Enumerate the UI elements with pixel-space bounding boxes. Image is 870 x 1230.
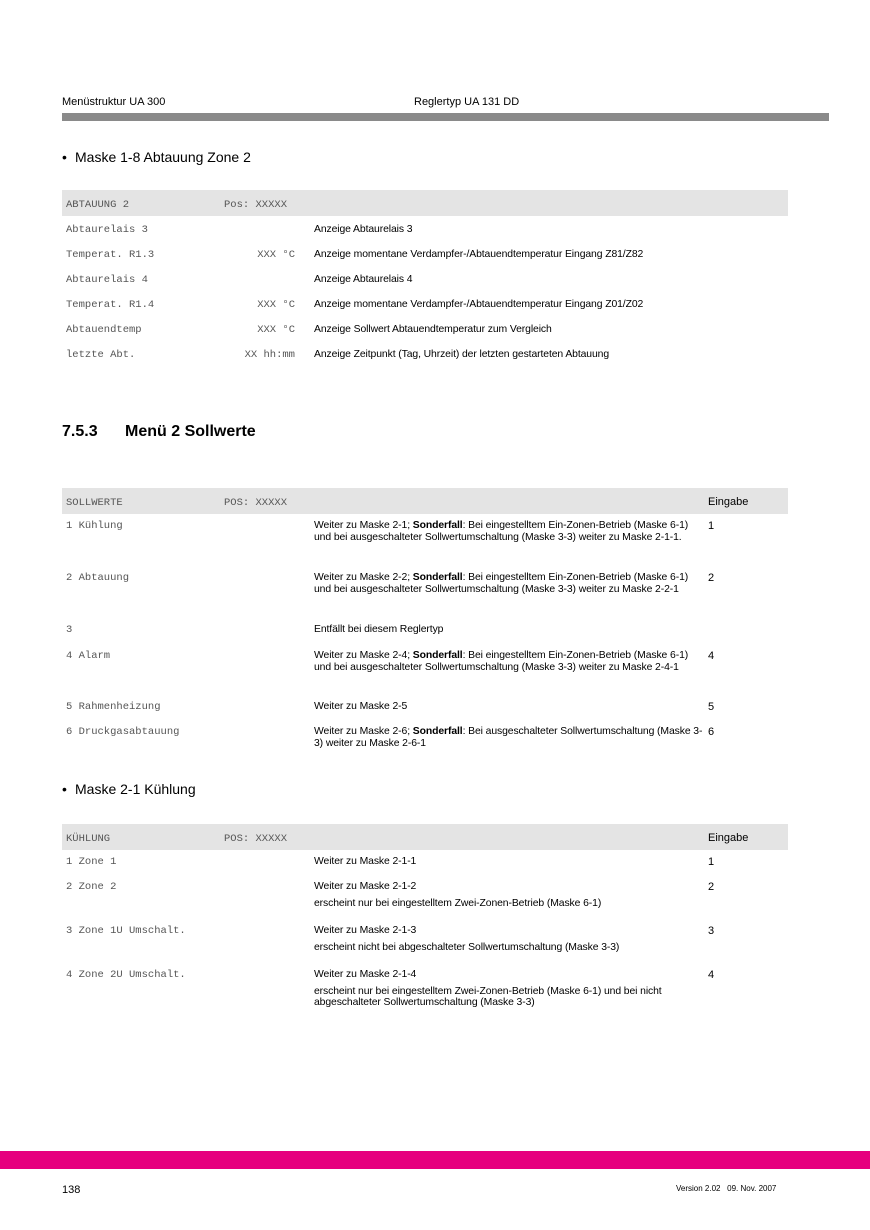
bullet-icon: • (62, 149, 67, 165)
row-name: Abtaurelais 3 (66, 224, 148, 236)
row-input: 2 (708, 572, 715, 584)
row-name: 4 Alarm (66, 650, 111, 662)
section2-title: Menü 2 Sollwerte (125, 423, 256, 440)
footer-accent-bar (0, 1151, 870, 1169)
row-input: 1 (708, 856, 715, 868)
row-name: 4 Zone 2U Umschalt. (66, 969, 186, 981)
header-divider (62, 113, 829, 121)
version-info: Version 2.02 09. Nov. 2007 (676, 1184, 777, 1193)
row-name: Temperat. R1.4 (66, 299, 155, 311)
section2-heading (62, 423, 256, 441)
table-header-name: ABTAUUNG 2 (66, 199, 130, 211)
row-name: Temperat. R1.3 (66, 249, 155, 261)
row-description: Entfällt bei diesem Reglertyp (314, 624, 444, 635)
header-center: Reglertyp UA 131 DD (414, 96, 520, 108)
row-description: Weiter zu Maske 2-1-3 erscheint nicht bei abgeschalteter Sollwertumschaltung (Maske 3-3) (314, 925, 704, 953)
row-description: Anzeige momentane Verdampfer-/Abtauendtemperatur Eingang Z81/Z82 (314, 249, 644, 260)
table-header-input: Eingabe (708, 496, 749, 508)
row-name: 2 Abtauung (66, 572, 130, 584)
table-header-pos: POS: XXXXX (224, 833, 288, 845)
section1-heading (62, 149, 251, 165)
bullet-icon: • (62, 781, 67, 797)
row-description: Weiter zu Maske 2-4; Sonderfall: Bei eingestelltem Ein-Zonen-Betrieb (Maske 6-1) und bei ausgeschalteter Sollwertumschaltung (Maske 3-3) weiter zu Maske 2-4-1 (314, 650, 689, 673)
abtauung-table (62, 190, 788, 361)
row-name: 5 Rahmenheizung (66, 701, 161, 713)
row-input: 4 (708, 969, 715, 981)
row-name: Abtauendtemp (66, 324, 142, 336)
row-value: XXX °C (257, 299, 295, 311)
row-name: 1 Zone 1 (66, 856, 117, 868)
row-description: Anzeige momentane Verdampfer-/Abtauendtemperatur Eingang Z01/Z02 (314, 299, 644, 310)
section3-heading (62, 781, 196, 797)
section3-title: Maske 2-1 Kühlung (75, 781, 196, 797)
table-header-name: SOLLWERTE (66, 497, 123, 509)
row-description: Anzeige Abtaurelais 4 (314, 274, 413, 285)
table-header (62, 488, 788, 514)
table-header-pos: Pos: XXXXX (224, 199, 288, 211)
row-description: Weiter zu Maske 2-2; Sonderfall: Bei eingestelltem Ein-Zonen-Betrieb (Maske 6-1) und bei ausgeschalteter Sollwertumschaltung (Maske 3-3) weiter zu Maske 2-2-1 (314, 572, 689, 595)
row-name: letzte Abt. (66, 349, 136, 361)
row-input: 4 (708, 650, 715, 662)
row-description: Anzeige Zeitpunkt (Tag, Uhrzeit) der letzten gestarteten Abtauung (314, 349, 610, 360)
table-header-name: KÜHLUNG (66, 833, 111, 845)
section1-title: Maske 1-8 Abtauung Zone 2 (75, 149, 251, 165)
sollwerte-table (62, 488, 788, 749)
row-value: XXX °C (257, 249, 295, 261)
section2-number: 7.5.3 (62, 423, 98, 440)
row-note: erscheint nicht bei abgeschalteter Sollwertumschaltung (Maske 3-3) (314, 941, 620, 953)
table-header (62, 190, 788, 216)
row-description: Weiter zu Maske 2-5 (314, 701, 408, 712)
row-note: erscheint nur bei eingestelltem Zwei-Zonen-Betrieb (Maske 6-1) (314, 897, 602, 909)
row-name: Abtaurelais 4 (66, 274, 148, 286)
row-name: 3 Zone 1U Umschalt. (66, 925, 186, 937)
table-header (62, 824, 788, 850)
row-name: 3 (66, 624, 73, 636)
page-number: 138 (62, 1184, 81, 1196)
row-name: 6 Druckgasabtauung (66, 726, 180, 738)
row-note: erscheint nur bei eingestelltem Zwei-Zonen-Betrieb (Maske 6-1) und bei nicht abgeschalteter Sollwertumschaltung (Maske 3-3) (314, 985, 662, 1008)
row-description: Weiter zu Maske 2-6; Sonderfall: Bei ausgeschalteter Sollwertumschaltung (Maske 3-3) weiter zu Maske 2-6-1 (314, 726, 703, 749)
table-header-input: Eingabe (708, 832, 749, 844)
row-name: 1 Kühlung (66, 520, 123, 532)
row-description: Weiter zu Maske 2-1-1 (314, 856, 417, 867)
kuehlung-table (62, 824, 788, 1008)
row-input: 3 (708, 925, 715, 937)
table-header-pos: POS: XXXXX (224, 497, 288, 509)
row-value: XXX °C (257, 324, 295, 336)
header-left: Menüstruktur UA 300 (62, 96, 166, 108)
row-name: 2 Zone 2 (66, 881, 117, 893)
row-description: Weiter zu Maske 2-1-2 erscheint nur bei eingestelltem Zwei-Zonen-Betrieb (Maske 6-1) (314, 881, 704, 909)
row-input: 5 (708, 701, 715, 713)
row-value: XX hh:mm (244, 349, 295, 361)
row-description: Weiter zu Maske 2-1; Sonderfall: Bei eingestelltem Ein-Zonen-Betrieb (Maske 6-1) und bei ausgeschalteter Sollwertumschaltung (Maske 3-3) weiter zu Maske 2-1-1. (314, 520, 689, 543)
row-description: Weiter zu Maske 2-1-4 erscheint nur bei eingestelltem Zwei-Zonen-Betrieb (Maske 6-1) und bei nicht abgeschalteter Sollwertumschaltung (Maske 3-3) (314, 969, 704, 1009)
row-description: Anzeige Sollwert Abtauendtemperatur zum Vergleich (314, 324, 552, 335)
row-input: 2 (708, 881, 715, 893)
row-input: 1 (708, 520, 715, 532)
row-description: Anzeige Abtaurelais 3 (314, 224, 413, 235)
row-input: 6 (708, 726, 715, 738)
